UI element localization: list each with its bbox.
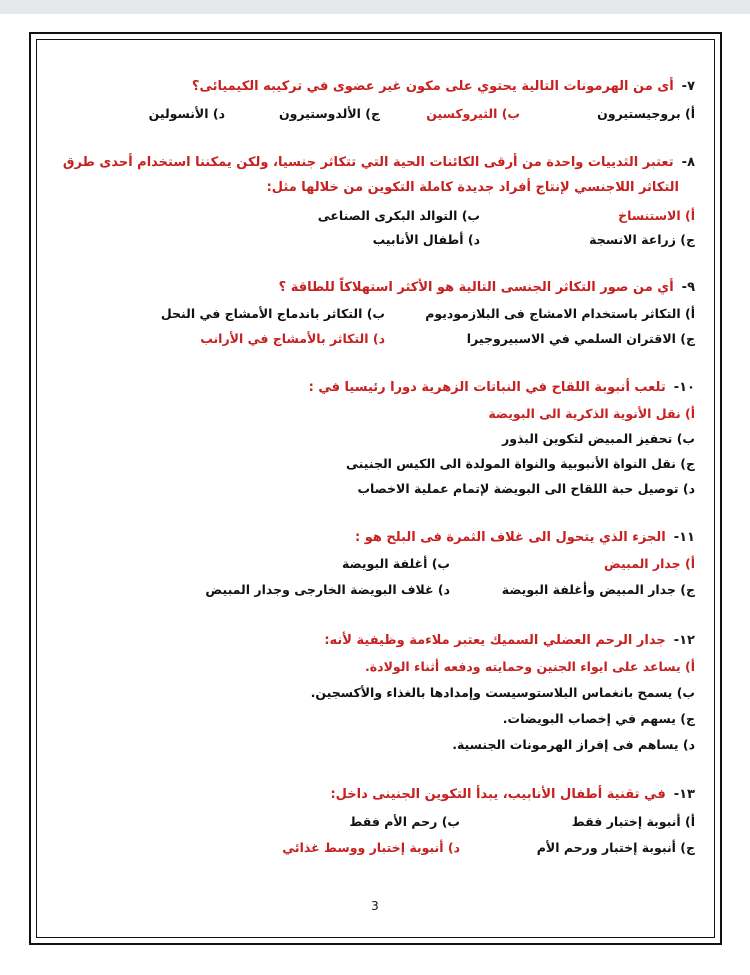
option-c[interactable]: ج) الألدوستيرون	[278, 106, 380, 121]
question-9	[279, 280, 695, 295]
option-a[interactable]: أ) التكاثر باستخدام الامشاج فى البلازموديوم	[425, 306, 695, 321]
option-b[interactable]: ب) يسمح بانغماس البلاستوسيست وإمدادها بالغذاء والأكسجين.	[310, 685, 695, 700]
option-b[interactable]: ب) التوالد البكرى الصناعى	[317, 208, 480, 223]
option-a[interactable]: أ) نقل الأنوية الذكرية الى البويضة	[488, 406, 695, 421]
option-d[interactable]: د) يساهم فى إفراز الهرمونات الجنسية.	[452, 737, 695, 752]
option-c[interactable]: ج) جدار المبيض وأغلفة البويضة	[501, 582, 695, 597]
question-number: ٩-	[681, 280, 695, 295]
question-number: ١٠-	[673, 380, 695, 395]
question-text: جدار الرحم العضلي السميك يعتبر ملاءمة وظيفية لأنه:	[324, 633, 666, 648]
option-c[interactable]: ج) أنبوبة إختبار ورحم الأم	[536, 840, 695, 855]
option-b[interactable]: ب) الثيروكسين	[426, 106, 520, 121]
top-bar	[0, 0, 750, 14]
question-number: ٨-	[681, 155, 695, 170]
option-c[interactable]: ج) زراعة الانسجة	[589, 232, 695, 247]
option-a[interactable]: أ) جدار المبيض	[603, 556, 695, 571]
option-d[interactable]: د) أنبوبة إختبار ووسط غذائي	[282, 840, 460, 855]
option-d[interactable]: د) التكاثر بالأمشاج في الأرانب	[200, 331, 385, 346]
option-b[interactable]: ب) التكاثر باندماج الأمشاج في النحل	[160, 306, 385, 321]
option-a[interactable]: أ) أنبوبة إختبار فقط	[571, 814, 695, 829]
question-text: تلعب أنبوبة اللقاح في النباتات الزهرية دورا رئيسيا في :	[308, 380, 666, 395]
question-12	[324, 633, 695, 648]
question-number: ٧-	[681, 79, 695, 94]
option-a[interactable]: أ) بروجيستيرون	[597, 106, 695, 121]
question-text: أى من الهرمونات التالية يحتوي على مكون غير عضوى في تركيبه الكيميائى؟	[191, 79, 674, 94]
option-b[interactable]: ب) أغلفة البويضة	[342, 556, 450, 571]
option-b[interactable]: ب) تحفيز المبيض لتكوين البذور	[502, 431, 695, 446]
question-7	[192, 79, 695, 94]
question-text: أي من صور التكاثر الجنسى التالية هو الأكثر استهلاكاً للطاقة ؟	[278, 280, 674, 295]
option-c[interactable]: ج) يسهم في إخصاب البويضات.	[502, 711, 695, 726]
option-c[interactable]: ج) نقل النواة الأنبوبية والنواة المولدة الى الكيس الجنينى	[346, 456, 695, 471]
option-d[interactable]: د) توصيل حبة اللقاح الى البويضة لإتمام عملية الاخصاب	[357, 481, 695, 496]
question-number: ١١-	[673, 530, 695, 545]
question-text: في تقنية أطفال الأنابيب، يبدأ التكوين الجنينى داخل:	[330, 787, 666, 802]
question-13	[330, 787, 695, 802]
worksheet-page	[35, 37, 715, 937]
option-c[interactable]: ج) الاقتران السلمي في الاسبيروجيرا	[466, 331, 695, 346]
option-d[interactable]: د) غلاف البويضة الخارجى وجدار المبيض	[205, 582, 450, 597]
question-number: ١٢-	[673, 633, 695, 648]
option-d[interactable]: د) الأنسولين	[148, 106, 225, 121]
question-10	[309, 380, 695, 395]
question-text-line1: تعتبر الثدييات واحدة من أرقى الكائنات الحية التي تتكاثر جنسيا، ولكن يمكننا استخدام أحدى طرق	[62, 155, 674, 170]
page-number: 3	[371, 899, 379, 913]
option-b[interactable]: ب) رحم الأم فقط	[349, 814, 460, 829]
question-number: ١٣-	[673, 787, 695, 802]
option-d[interactable]: د) أطفال الأنابيب	[372, 232, 480, 247]
question-8	[63, 155, 695, 170]
option-a[interactable]: أ) يساعد على ايواء الجنين وحمايته ودفعه أثناء الولادة.	[365, 659, 695, 674]
question-11	[355, 530, 695, 545]
question-8-line2: التكاثر اللاجنسي لإنتاج أفراد جديدة كاملة التكوين من خلالها مثل:	[266, 180, 679, 195]
question-text: الجزء الذي يتحول الى غلاف الثمرة فى البلح هو :	[354, 530, 666, 545]
option-a[interactable]: أ) الاستنساخ	[618, 208, 695, 223]
